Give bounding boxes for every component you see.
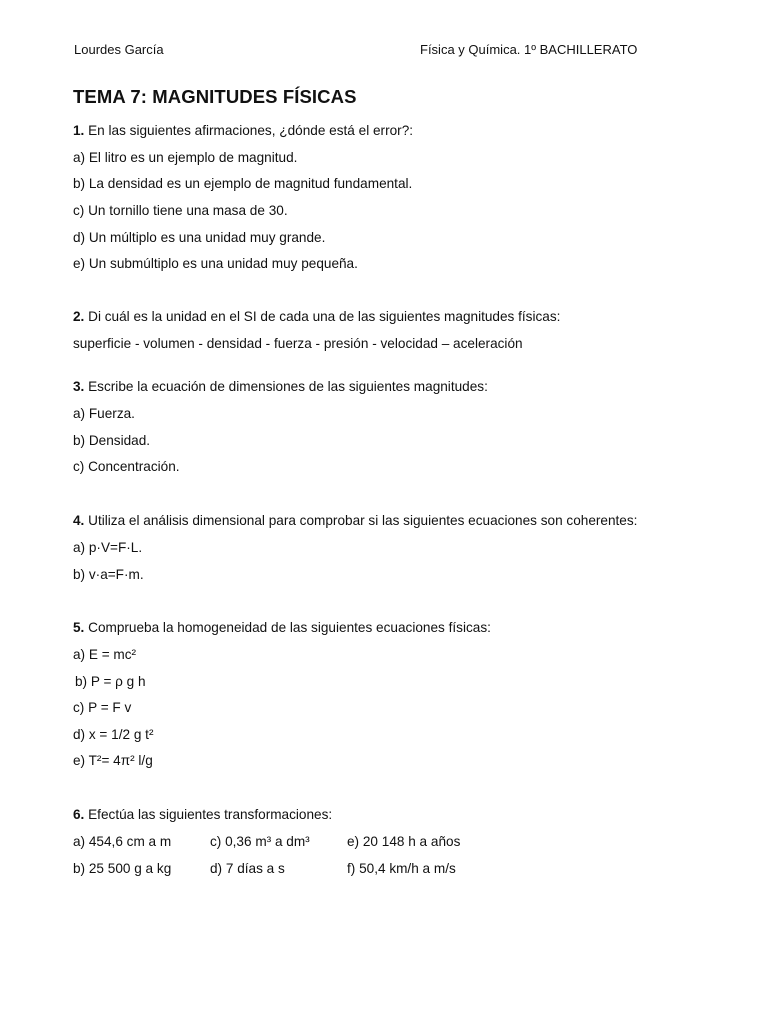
question-text: Di cuál es la unidad en el SI de cada una de las siguientes magnitudes físicas: (84, 309, 561, 324)
question-5-item-c: c) P = F v (73, 700, 132, 715)
question-number: 1. (73, 123, 85, 138)
question-1-item-a: a) El litro es un ejemplo de magnitud. (73, 150, 298, 165)
question-text: Comprueba la homogeneidad de las siguientes ecuaciones físicas: (84, 620, 491, 635)
question-6-item-d: d) 7 días a s (210, 861, 285, 876)
question-text: Escribe la ecuación de dimensiones de las siguientes magnitudes: (84, 379, 488, 394)
question-2-magnitudes: superficie - volumen - densidad - fuerza - presión - velocidad – aceleración (73, 336, 523, 351)
question-6-item-c: c) 0,36 m³ a dm³ (210, 834, 310, 849)
question-3 (73, 379, 488, 394)
question-5-item-d: d) x = 1/2 g t² (73, 727, 154, 742)
question-4-item-a: a) p·V=F·L. (73, 540, 143, 555)
question-5-item-b: b) P = ρ g h (75, 674, 146, 689)
question-5 (73, 620, 491, 635)
question-2 (73, 309, 560, 324)
question-3-item-b: b) Densidad. (73, 433, 151, 448)
question-number: 4. (73, 513, 85, 528)
page-title: TEMA 7: MAGNITUDES FÍSICAS (73, 86, 357, 107)
question-1-item-d: d) Un múltiplo es una unidad muy grande. (73, 230, 326, 245)
header-author: Lourdes García (74, 42, 164, 57)
question-text: En las siguientes afirmaciones, ¿dónde está el error?: (84, 123, 414, 138)
question-4-item-b: b) v·a=F·m. (73, 567, 144, 582)
question-1-item-b: b) La densidad es un ejemplo de magnitud fundamental. (73, 176, 413, 191)
question-text: Efectúa las siguientes transformaciones: (84, 807, 333, 822)
question-text: Utiliza el análisis dimensional para comprobar si las siguientes ecuaciones son coherentes: (84, 513, 638, 528)
question-number: 6. (73, 807, 85, 822)
question-1-item-e: e) Un submúltiplo es una unidad muy pequeña. (73, 256, 358, 271)
question-5-item-e: e) T²= 4π² l/g (73, 753, 153, 768)
question-4 (73, 513, 637, 528)
question-3-item-a: a) Fuerza. (73, 406, 135, 421)
question-6-item-a: a) 454,6 cm a m (73, 834, 172, 849)
question-number: 5. (73, 620, 85, 635)
question-5-item-a: a) E = mc² (73, 647, 137, 662)
question-6-item-f: f) 50,4 km/h a m/s (347, 861, 456, 876)
header-course: Física y Química. 1º BACHILLERATO (420, 42, 638, 57)
question-1-item-c: c) Un tornillo tiene una masa de 30. (73, 203, 288, 218)
question-number: 2. (73, 309, 85, 324)
question-6 (73, 807, 332, 822)
question-1 (73, 123, 413, 138)
question-6-item-e: e) 20 148 h a años (347, 834, 461, 849)
question-6-item-b: b) 25 500 g a kg (73, 861, 172, 876)
question-number: 3. (73, 379, 85, 394)
question-3-item-c: c) Concentración. (73, 459, 180, 474)
